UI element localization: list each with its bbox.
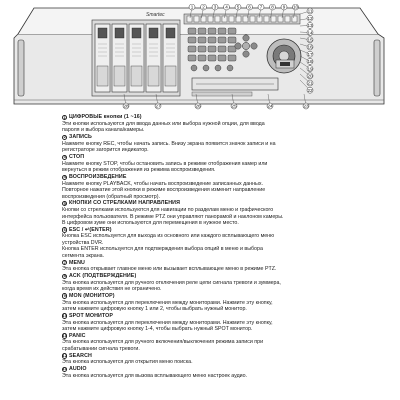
keypad-button bbox=[228, 37, 236, 43]
led-indicator bbox=[187, 16, 192, 22]
entry-title: ВОСПРОИЗВЕДЕНИЕ bbox=[68, 173, 127, 180]
keypad-button bbox=[228, 28, 236, 34]
entry-text-line: сегмента экрана. bbox=[62, 252, 105, 259]
manual-entry bbox=[62, 226, 362, 259]
keypad-button bbox=[208, 55, 216, 61]
entry-title: SEARCH bbox=[68, 352, 92, 359]
callout-number: 2 bbox=[202, 4, 205, 10]
manual-entry bbox=[62, 332, 362, 352]
callout-number: 12 bbox=[307, 15, 313, 21]
arrow-button bbox=[251, 43, 257, 49]
callout-number: 26 bbox=[195, 103, 201, 109]
led-indicator bbox=[250, 16, 255, 22]
hdd-bay-lock bbox=[149, 28, 158, 38]
entry-text-line: интерфейса пользователя. В режиме PTZ они управляют панорамой и наклоном камеры. bbox=[62, 213, 284, 220]
hdd-bay-lock bbox=[98, 28, 107, 38]
entry-text-line: Эта кнопка используется для переключения между мониторами. Нажмите эту кнопку, bbox=[62, 319, 273, 326]
entry-text-line: затем нажмите цифровую кнопку 1 или 2, чтобы выбрать нужный монитор. bbox=[62, 306, 247, 313]
led-indicator bbox=[285, 16, 290, 22]
button-descriptions bbox=[62, 114, 362, 398]
entry-text-line: затем нажмите цифровую кнопку 1-4, чтобы выбрать нужный SPOT монитор. bbox=[62, 325, 253, 332]
entry-heading bbox=[62, 273, 362, 280]
led-indicator bbox=[236, 16, 241, 22]
callout-number: 9 bbox=[282, 4, 286, 10]
led-indicator bbox=[257, 16, 262, 22]
callout-number: 27 bbox=[155, 103, 161, 109]
entry-text-line: Кнопки со стрелками используются для навигации по разделам меню и графического bbox=[62, 207, 274, 214]
callout-number: 6 bbox=[248, 4, 251, 10]
entry-number-badge: 5 bbox=[63, 200, 66, 206]
entry-heading bbox=[62, 226, 362, 233]
entry-title: ЗАПИСЬ bbox=[68, 134, 92, 141]
entry-heading bbox=[62, 154, 362, 161]
led-indicator bbox=[194, 16, 199, 22]
entry-text-line: пароля и выбора канала/камеры. bbox=[62, 127, 145, 134]
entry-text-line: Эта кнопка используется для вызова всплывающего меню настроек аудио. bbox=[62, 372, 248, 379]
callout-number: 18 bbox=[307, 59, 313, 65]
callout-number: 5 bbox=[236, 4, 240, 10]
entry-heading bbox=[62, 174, 362, 181]
keypad-button bbox=[218, 28, 226, 34]
keypad-button bbox=[208, 37, 216, 43]
hdd-bay-handle bbox=[148, 66, 159, 86]
entry-text-line: Эта кнопка используется для ручного отключения реле цепи сигнала тревоги и зуммера, bbox=[62, 279, 281, 286]
entry-title: PANIC bbox=[68, 332, 86, 339]
hdd-bay-handle bbox=[97, 66, 108, 86]
callout-number: 8 bbox=[271, 4, 274, 10]
function-button bbox=[227, 65, 233, 71]
entry-text-line: Кнопка ENTER используется для подтверждения выбора опций в меню и выбора bbox=[62, 246, 263, 253]
keypad-button bbox=[228, 55, 236, 61]
entry-title: MON (МОНИТОР) bbox=[68, 292, 115, 299]
keypad-button bbox=[198, 46, 206, 52]
entry-number-badge: 11 bbox=[62, 332, 67, 338]
entry-title: ЦИФРОВЫЕ кнопки (1 ~16) bbox=[68, 114, 142, 121]
callout-number: 25 bbox=[231, 103, 237, 109]
entry-number-badge: 3 bbox=[63, 154, 66, 160]
callout-number: 21 bbox=[307, 80, 313, 86]
manual-entry bbox=[62, 134, 362, 154]
entry-text-line: когда время их действия не ограничено. bbox=[62, 286, 162, 293]
keypad-button bbox=[208, 28, 216, 34]
entry-number-badge: 9 bbox=[63, 293, 66, 299]
hdd-bay-handle bbox=[131, 66, 142, 86]
entry-text-line: Эта кнопка открывает главное меню или вызывает всплывающее меню в режиме PTZ. bbox=[62, 266, 277, 273]
led-indicator bbox=[229, 16, 234, 22]
callout-number: 13 bbox=[307, 23, 313, 29]
entry-number-badge: 2 bbox=[63, 134, 66, 140]
arrow-button bbox=[235, 43, 241, 49]
entry-text-line: воспроизведения (обратный просмотр). bbox=[62, 193, 160, 200]
dvr-front-panel-diagram bbox=[8, 4, 392, 110]
entry-text-line: Повторное нажатие этой кнопки в режиме воспроизведения изменит направление bbox=[62, 187, 266, 194]
entry-title: ACK (ПОДТВЕРЖДЕНИЕ) bbox=[68, 272, 137, 279]
hdd-bay-handle bbox=[114, 66, 125, 86]
manual-entry bbox=[62, 114, 362, 134]
hdd-bays bbox=[95, 24, 178, 92]
entry-text-line: Нажмите кнопку STOP, чтобы остановить запись в режиме отображения камер или bbox=[62, 160, 268, 167]
entry-heading bbox=[62, 259, 362, 266]
manual-entry bbox=[62, 273, 362, 293]
entry-title: КНОПКИ СО СТРЕЛКАМИ НАПРАВЛЕНИЯ bbox=[68, 200, 180, 207]
keypad-button bbox=[188, 28, 196, 34]
callout-number: 17 bbox=[307, 51, 313, 57]
manual-entry bbox=[62, 174, 362, 200]
keypad-button bbox=[188, 37, 196, 43]
callout-number: 16 bbox=[307, 44, 313, 50]
callout-number: 24 bbox=[267, 103, 273, 109]
keypad-button bbox=[188, 46, 196, 52]
entry-number-badge: 10 bbox=[62, 313, 67, 319]
enter-button bbox=[242, 42, 249, 49]
entry-text-line: Кнопка ESC используется для выхода из основного или каждого всплывающего меню bbox=[62, 233, 275, 240]
entry-text-line: регистраторе загорится индикатор. bbox=[62, 147, 149, 154]
manual-entry bbox=[62, 154, 362, 174]
callout-number: 1 bbox=[190, 4, 194, 10]
callout-number: 10 bbox=[292, 4, 299, 10]
entry-title: AUDIO bbox=[68, 366, 87, 373]
led-indicator bbox=[271, 16, 276, 22]
manual-entry bbox=[62, 366, 362, 379]
function-button bbox=[215, 65, 221, 71]
led-indicator bbox=[243, 16, 248, 22]
manual-entry bbox=[62, 313, 362, 333]
entry-heading bbox=[62, 332, 362, 339]
entry-title: ESC / ↵(ENTER) bbox=[68, 226, 112, 233]
led-indicator bbox=[215, 16, 220, 22]
keypad-button bbox=[218, 46, 226, 52]
entry-number-badge: 7 bbox=[63, 259, 66, 265]
arrow-button bbox=[243, 51, 249, 57]
entry-heading bbox=[62, 293, 362, 300]
hdd-bay-lock bbox=[166, 28, 175, 38]
entry-heading bbox=[62, 200, 362, 207]
entry-text-line: Эта кнопка используется для ручного включения/выключения режима записи при bbox=[62, 339, 264, 346]
right-handle bbox=[374, 40, 380, 96]
led-indicator bbox=[208, 16, 213, 22]
entry-heading bbox=[62, 352, 362, 359]
hdd-bay-lock bbox=[115, 28, 124, 38]
entry-text-line: Эти кнопки используются для ввода данных или выбора нужной опции, для ввода bbox=[62, 121, 265, 127]
callout-number: 22 bbox=[307, 87, 313, 93]
keypad-button bbox=[208, 46, 216, 52]
entry-heading bbox=[62, 313, 362, 320]
keypad-button bbox=[198, 37, 206, 43]
hdd-bay-handle bbox=[165, 66, 176, 86]
entry-text-line: В цифровом зуме они используются для перемещения в нужное место. bbox=[62, 219, 239, 226]
hdd-bay-lock bbox=[132, 28, 141, 38]
keypad-button bbox=[218, 37, 226, 43]
callout-number: 14 bbox=[307, 30, 313, 36]
keypad-button bbox=[188, 55, 196, 61]
entry-heading bbox=[62, 114, 362, 121]
callout-number: 19 bbox=[307, 66, 313, 72]
entry-text-line: срабатывании сигнала тревоги. bbox=[62, 345, 140, 352]
callout-number: 7 bbox=[259, 4, 263, 10]
callout-number: 4 bbox=[225, 4, 228, 10]
dvr-front-panel-svg bbox=[8, 4, 392, 110]
function-button bbox=[191, 65, 197, 71]
entry-text-line: вернуться в режим отображения из режима воспроизведения. bbox=[62, 167, 216, 174]
entry-text-line: Нажмите кнопку PLAYBACK, чтобы начать воспроизведение записанных данных. bbox=[62, 180, 263, 187]
entry-text-line: Нажмите кнопку REC, чтобы начать запись. Внизу экрана появится значок записи и на bbox=[62, 140, 276, 147]
manual-entry bbox=[62, 259, 362, 272]
entry-title: СТОП bbox=[68, 154, 85, 161]
arrow-button bbox=[243, 35, 249, 41]
led-indicator bbox=[222, 16, 227, 22]
manual-entry bbox=[62, 352, 362, 365]
keypad-button bbox=[198, 28, 206, 34]
callout-number: 20 bbox=[307, 73, 313, 79]
keypad-button bbox=[218, 55, 226, 61]
keypad-button bbox=[198, 55, 206, 61]
entry-number-badge: 12 bbox=[62, 352, 67, 358]
entry-text-line: устройства DVR. bbox=[62, 239, 104, 246]
entry-title: SPOT МОНИТОР bbox=[68, 312, 113, 319]
entry-text-line: Эта кнопка используется для переключения между мониторами. Нажмите эту кнопку, bbox=[62, 299, 273, 306]
manual-entry bbox=[62, 200, 362, 226]
callout-number: 15 bbox=[307, 37, 313, 43]
entry-number-badge: 1 bbox=[63, 114, 66, 120]
entry-heading bbox=[62, 134, 362, 141]
led-indicator bbox=[292, 16, 297, 22]
callout-number: 11 bbox=[307, 8, 313, 14]
callout-number: 28 bbox=[123, 103, 129, 109]
callout-number: 23 bbox=[303, 103, 309, 109]
entry-number-badge: 8 bbox=[63, 273, 66, 279]
manual-entry bbox=[62, 293, 362, 313]
left-handle bbox=[18, 40, 24, 96]
function-button bbox=[203, 65, 209, 71]
entry-title: MENU bbox=[68, 259, 85, 266]
entry-number-badge: 13 bbox=[62, 366, 67, 372]
entry-number-badge: 6 bbox=[63, 226, 66, 232]
brand-label: Smartec bbox=[146, 12, 165, 18]
entry-number-badge: 4 bbox=[63, 174, 66, 180]
entry-heading bbox=[62, 366, 362, 373]
entry-text-line: Эта кнопка используется для открытия меню поиска. bbox=[62, 359, 193, 366]
callout-number: 3 bbox=[213, 4, 217, 10]
led-indicator bbox=[264, 16, 269, 22]
